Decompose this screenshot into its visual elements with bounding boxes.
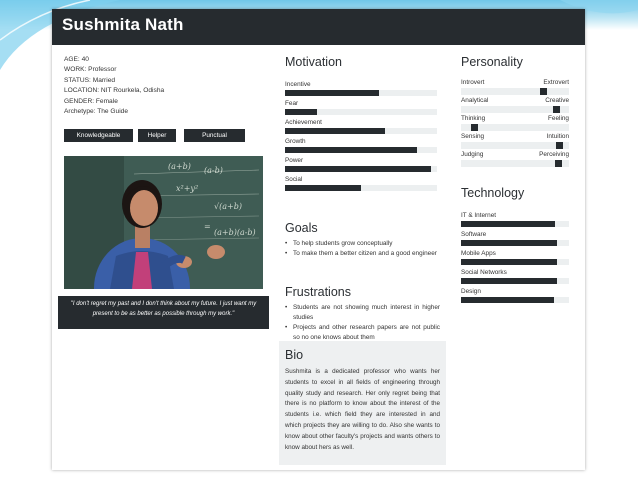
motivation-bar <box>285 128 385 134</box>
personality-marker <box>471 124 478 131</box>
motivation-label: Fear <box>285 100 299 107</box>
motivation-bar <box>285 109 317 115</box>
board-formula-2: (a-b) <box>204 166 223 175</box>
tag-helper: Helper <box>138 129 176 142</box>
personality-right-label: Creative <box>545 97 569 104</box>
board-formula-4: √(a+b) <box>214 202 242 211</box>
personality-track <box>461 142 569 149</box>
bio-title: Bio <box>285 348 304 362</box>
personality-left-label: Introvert <box>461 79 485 86</box>
bio-text: Sushmita is a dedicated professor who wants her students to excel in all fields of engineering through quality study and research. Her only regret being that there is no platform to know about the interest of the students i.e. which field they are interested in and which projects they are willing to do. Also she wants to know about other faculty's projects and wants others to know about hers as well. <box>285 368 440 451</box>
motivation-label: Power <box>285 157 304 164</box>
motivation-track <box>285 90 437 96</box>
personality-right-label: Intuition <box>546 133 569 140</box>
personality-right-label: Extrovert <box>543 79 569 86</box>
persona-sheet <box>52 9 585 470</box>
personality-marker <box>540 88 547 95</box>
motivation-track <box>285 185 437 191</box>
motivation-row-incentive <box>285 81 437 96</box>
frustrations-title: Frustrations <box>285 285 351 299</box>
technology-title: Technology <box>461 186 525 200</box>
personality-row-sensing-intuition <box>461 133 569 149</box>
personality-row-thinking-feeling <box>461 115 569 131</box>
board-formula-5: = <box>204 222 211 231</box>
personality-track <box>461 124 569 131</box>
personality-row-analytical-creative <box>461 97 569 113</box>
persona-quote: "I don't regret my past and I don't think about my future. I just want my present to be as better as possible through my work." <box>58 296 269 329</box>
motivation-track <box>285 147 437 153</box>
frustration-item: • Projects and other research papers are not public so no one knows about them <box>285 324 440 341</box>
persona-name: Sushmita Nath <box>62 15 184 34</box>
technology-label: Social Networks <box>461 269 507 276</box>
personality-marker <box>553 106 560 113</box>
bullet-icon: • <box>285 250 288 257</box>
goal-item: • To help students grow conceptually <box>285 240 393 247</box>
technology-label: Software <box>461 231 487 238</box>
trait-tags <box>64 129 274 143</box>
technology-label: Design <box>461 288 481 295</box>
motivation-track <box>285 166 437 172</box>
board-formula-6: (a+b)(a-b) <box>214 228 256 237</box>
personality-track <box>461 106 569 113</box>
motivation-row-fear <box>285 100 437 115</box>
personality-marker <box>556 142 563 149</box>
motivation-bar <box>285 147 417 153</box>
frustrations-list <box>285 303 440 343</box>
personality-track <box>461 88 569 95</box>
motivation-label: Achievement <box>285 119 322 126</box>
technology-row-it-internet <box>461 212 569 227</box>
fact-work: WORK: Professor <box>64 66 117 74</box>
fact-age: AGE: 40 <box>64 56 89 63</box>
goals-list <box>285 239 440 259</box>
fact-archetype: Archetype: The Guide <box>64 108 129 116</box>
personality-left-label: Thinking <box>461 115 486 122</box>
technology-label: Mobile Apps <box>461 250 496 257</box>
technology-row-design <box>461 288 569 303</box>
motivation-label: Social <box>285 176 303 183</box>
technology-track <box>461 240 569 246</box>
middle-column <box>285 55 445 341</box>
motivation-row-achievement <box>285 119 437 134</box>
motivation-title: Motivation <box>285 55 342 69</box>
right-column <box>461 55 571 295</box>
fact-location: LOCATION: NIT Rourkela, Odisha <box>64 87 165 95</box>
board-formula-1: (a+b) <box>168 162 191 171</box>
personality-left-label: Judging <box>461 151 484 158</box>
motivation-bar <box>285 185 361 191</box>
bio-box <box>279 341 446 465</box>
board-formula-3: x²+y² <box>176 184 199 193</box>
personality-left-label: Analytical <box>461 97 489 104</box>
technology-bar <box>461 259 557 265</box>
tag-knowledgeable: Knowledgeable <box>64 129 133 142</box>
motivation-row-social <box>285 176 437 191</box>
motivation-row-growth <box>285 138 437 153</box>
technology-track <box>461 259 569 265</box>
personality-left-label: Sensing <box>461 133 485 140</box>
technology-bar <box>461 240 557 246</box>
goals-title: Goals <box>285 221 318 235</box>
fact-gender: GENDER: Female <box>64 97 118 105</box>
personality-right-label: Feeling <box>548 115 569 122</box>
personality-row-introvert-extrovert <box>461 79 569 95</box>
motivation-bar <box>285 90 379 96</box>
technology-bar <box>461 297 554 303</box>
technology-track <box>461 221 569 227</box>
fact-status: STATUS: Married <box>64 76 116 84</box>
technology-track <box>461 297 569 303</box>
personality-track <box>461 160 569 167</box>
tag-punctual: Punctual <box>184 129 245 142</box>
motivation-track <box>285 109 437 115</box>
personality-marker <box>555 160 562 167</box>
technology-bar <box>461 221 555 227</box>
motivation-label: Growth <box>285 138 306 145</box>
persona-photo <box>64 156 263 289</box>
motivation-bar <box>285 166 431 172</box>
photo-illustration <box>64 156 263 289</box>
personality-title: Personality <box>461 55 523 69</box>
bullet-icon: • <box>285 240 288 247</box>
header-bar <box>52 9 585 45</box>
technology-row-social-networks <box>461 269 569 284</box>
personality-right-label: Perceiving <box>539 151 569 158</box>
technology-track <box>461 278 569 284</box>
goal-item: • To make them a better citizen and a good engineer <box>285 250 437 257</box>
technology-label: IT & Internet <box>461 212 497 219</box>
bullet-icon: • <box>285 324 288 331</box>
motivation-label: Incentive <box>285 81 311 88</box>
technology-row-software <box>461 231 569 246</box>
persona-facts <box>64 55 264 117</box>
frustration-item: • Students are not showing much interest in higher studies <box>285 304 440 321</box>
motivation-row-power <box>285 157 437 172</box>
motivation-track <box>285 128 437 134</box>
technology-bar <box>461 278 557 284</box>
bullet-icon: • <box>285 304 288 311</box>
personality-row-judging-perceiving <box>461 151 569 167</box>
technology-row-mobile-apps <box>461 250 569 265</box>
